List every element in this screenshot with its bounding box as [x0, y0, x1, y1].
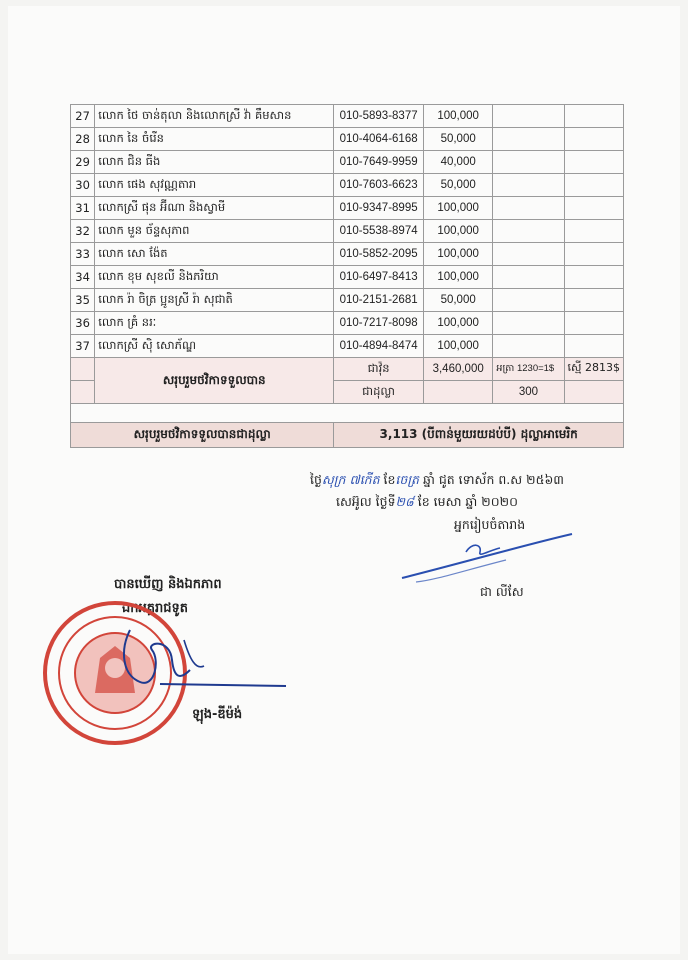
donation-amount: 50,000	[423, 128, 493, 151]
row-number: 37	[71, 335, 95, 358]
donor-name: លោក ផេង សុវណ្ណតារា	[95, 174, 334, 197]
row-number: 31	[71, 197, 95, 220]
empty-cell	[564, 220, 624, 243]
table-row	[71, 289, 624, 312]
donor-name: លោក សោ ង៉ែត	[95, 243, 334, 266]
donor-phone: 010-2151-2681	[334, 289, 424, 312]
empty-cell	[564, 312, 624, 335]
table-row	[71, 151, 624, 174]
donation-amount: 50,000	[423, 289, 493, 312]
donation-table	[70, 104, 624, 448]
donor-phone: 010-9347-8995	[334, 197, 424, 220]
lunar-date-handwritten-month: ចេត្រ	[395, 472, 419, 487]
preparer-name: ជា លីសែ	[480, 584, 524, 599]
preparer-title: អ្នករៀបចំតារាង	[454, 517, 526, 532]
donation-amount: 100,000	[423, 197, 493, 220]
lunar-date	[310, 472, 564, 491]
donor-phone: 010-7603-6623	[334, 174, 424, 197]
grand-total-row	[71, 423, 624, 448]
donor-name: លោក រ៉ា ចិត្រ ប្អូនស្រី រ៉ា សុជាតិ	[95, 289, 334, 312]
empty-cell	[493, 151, 564, 174]
grand-total-value: 3,113 (បីពាន់មួយរយដប់បី) ដុល្លាអាមេរិក	[334, 423, 624, 448]
donation-amount: 100,000	[423, 243, 493, 266]
row-number: 27	[71, 105, 95, 128]
donation-amount: 100,000	[423, 312, 493, 335]
donor-phone: 010-5893-8377	[334, 105, 424, 128]
empty-cell	[493, 128, 564, 151]
empty-cell	[493, 289, 564, 312]
donation-amount: 100,000	[423, 220, 493, 243]
empty-cell	[493, 243, 564, 266]
donation-amount: 40,000	[423, 151, 493, 174]
table-row	[71, 128, 624, 151]
preparer-signature	[396, 520, 576, 590]
approval-line-2: ឯកអគ្គរាជទូត	[122, 601, 189, 616]
grand-total-label: សរុបរួមថវិកាទទួលបានជាដុល្លា	[71, 423, 334, 448]
lunar-date-prefix: ថ្ងៃ	[310, 472, 322, 487]
donor-name: លោកស្រី ផុន អ៊ីណា និងស្វាមី	[95, 197, 334, 220]
donor-phone: 010-6497-8413	[334, 266, 424, 289]
donor-name: លោក នៃ ចំរើន	[95, 128, 334, 151]
empty-cell	[564, 174, 624, 197]
won-label: ជាវ៉ុន	[334, 358, 424, 381]
solar-date-prefix: សេអ៊ូល ថ្ងៃទី	[336, 494, 396, 509]
approval-line-1: បានឃើញ និងឯកភាព	[114, 577, 222, 592]
table-row	[71, 105, 624, 128]
donor-name: លោក ខុម សុខលី និងភរិយា	[95, 266, 334, 289]
row-number: 28	[71, 128, 95, 151]
row-number: 29	[71, 151, 95, 174]
row-number: 36	[71, 312, 95, 335]
donor-phone: 010-4064-6168	[334, 128, 424, 151]
table-row	[71, 266, 624, 289]
exchange-rate: អត្រា 1230=1$	[493, 358, 564, 381]
row-number: 30	[71, 174, 95, 197]
won-amount: 3,460,000	[423, 358, 493, 381]
usd-amount: 300	[493, 381, 564, 404]
summary-label: សរុបរួមថវិកាទទួលបាន	[95, 358, 334, 404]
donor-phone: 010-7649-9959	[334, 151, 424, 174]
usd-equivalent: ស្មើ 2813$	[564, 358, 624, 381]
ambassador-signature	[100, 620, 290, 700]
empty-cell	[564, 105, 624, 128]
empty-cell	[564, 335, 624, 358]
solar-date	[336, 494, 518, 513]
donor-name: លោកស្រី ស៊ិ សោភ័ណ្ឌ	[95, 335, 334, 358]
empty-cell	[493, 220, 564, 243]
empty-cell	[564, 197, 624, 220]
donor-phone: 010-7217-8098	[334, 312, 424, 335]
lunar-date-handwritten-day: សុក្រ ៧កើត	[321, 472, 380, 487]
donor-phone: 010-5538-8974	[334, 220, 424, 243]
lunar-date-month-word: ខែ	[379, 472, 396, 487]
donation-amount: 100,000	[423, 105, 493, 128]
donor-phone: 010-5852-2095	[334, 243, 424, 266]
empty-cell	[493, 105, 564, 128]
table-row	[71, 197, 624, 220]
table-row	[71, 335, 624, 358]
donor-phone: 010-4894-8474	[334, 335, 424, 358]
summary-row-won	[71, 358, 624, 381]
empty-cell	[564, 243, 624, 266]
empty-cell	[493, 266, 564, 289]
donor-name: លោក មួន ច័ន្ទសុភាព	[95, 220, 334, 243]
donor-name: លោក ថៃ ចាន់តុលា និងលោកស្រី វ៉ា គឹមសាន	[95, 105, 334, 128]
donor-name: លោក គ្រំ នរៈ	[95, 312, 334, 335]
empty-cell	[564, 289, 624, 312]
empty-cell	[493, 174, 564, 197]
donation-amount: 100,000	[423, 335, 493, 358]
usd-label: ជាដុល្លា	[334, 381, 424, 404]
row-number: 35	[71, 289, 95, 312]
empty-cell	[493, 197, 564, 220]
lunar-date-year: ឆ្នាំ ជូត ទោស័ក ព.ស ២៥៦៣	[418, 472, 564, 487]
table-row	[71, 243, 624, 266]
table-row	[71, 312, 624, 335]
empty-cell	[564, 128, 624, 151]
table-row	[71, 174, 624, 197]
ambassador-name: ឡុង-ឌីម៉ង់	[192, 707, 243, 722]
donor-name: លោក ជិន ធីង	[95, 151, 334, 174]
empty-cell	[493, 312, 564, 335]
empty-cell	[564, 266, 624, 289]
empty-cell	[493, 335, 564, 358]
solar-date-handwritten-day: ២៨	[395, 494, 414, 509]
solar-date-suffix: ខែ មេសា ឆ្នាំ ២០២០	[413, 494, 518, 509]
table-row	[71, 220, 624, 243]
row-number: 34	[71, 266, 95, 289]
row-number: 32	[71, 220, 95, 243]
spacer-row	[71, 404, 624, 423]
row-number: 33	[71, 243, 95, 266]
empty-cell	[564, 151, 624, 174]
donation-amount: 100,000	[423, 266, 493, 289]
donation-amount: 50,000	[423, 174, 493, 197]
